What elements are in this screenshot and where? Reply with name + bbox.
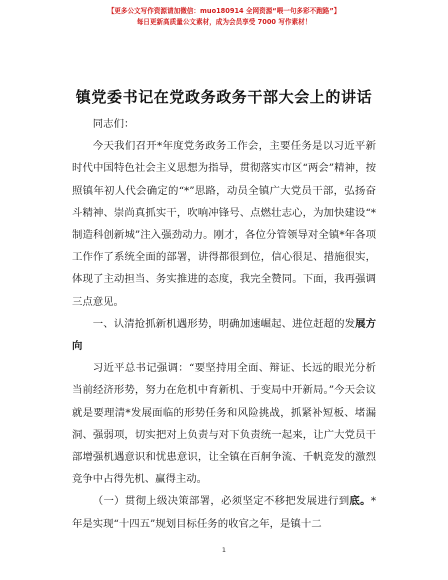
- section-heading-1-part-1: 一、认清抢抓新机遇形势，明确加速崛起、进位赶超的发: [92, 317, 356, 330]
- salutation: 同志们：: [92, 118, 135, 130]
- section-heading-1-part-2: 展方向: [72, 317, 377, 353]
- paragraph-3-text: *年是实现“十四五”规划目标任务的收官之年，是镇十二: [72, 495, 377, 530]
- paragraph-1: 今天我们召开*年度党务政务工作会，主要任务是以习近平新时代中国特色社会主义思想为指导，贯彻落实市区“两会”精神，按照镇年初人代会确定的“*”思路，动员全镇广大党员干部，弘扬奋斗精神、崇尚真抓实干，吹响冲锋号、点燃壮志心，为加快建设“*制造科创新城”注入强劲动力。刚才，各位分管领导对全镇*年各项工作作了系统全面的部署，讲得都很到位，信心很足、措施很实，体现了主动担当、务实推进的态度，我完全赞同。下面，我再强调三点意见。: [72, 140, 376, 308]
- document-title: 镇党委书记在党政务政务干部大会上的讲话: [75, 88, 373, 106]
- promo-banner-line-2: 每日更新高质量公文素材，成为会员享受 7000 写作素材！: [136, 18, 312, 26]
- page-number: 1: [221, 546, 227, 554]
- promo-banner-line-1: 【更多公文写作资源请加微信：muo180914 全网资源“喂一句多彩不跑路”】: [107, 7, 341, 15]
- section-heading-1: [72, 313, 376, 357]
- paragraph-3: [72, 490, 376, 534]
- paragraph-2: 习近平总书记强调：“要坚持用全面、辩证、长远的眼光分析当前经济形势，努力在危机中育新机、于变局中开新局。”今天会议就是要理清*发展面临的形势任务和风险挑战，抓紧补短板、堵漏洞、强弱项，切实把对上负责与对下负责统一起来，让广大党员干部增强机遇意识和忧患意识，让全镇在百舸争流、千帆竞发的激烈竞争中占得先机、赢得主动。: [72, 362, 376, 486]
- document-body: [72, 113, 376, 535]
- paragraph-3-heading: （一）贯彻上级决策部署，必须坚定不移把发展进行到: [92, 495, 350, 508]
- paragraph-3-heading-bold: 底。: [349, 495, 371, 508]
- promo-banner: [0, 6, 448, 28]
